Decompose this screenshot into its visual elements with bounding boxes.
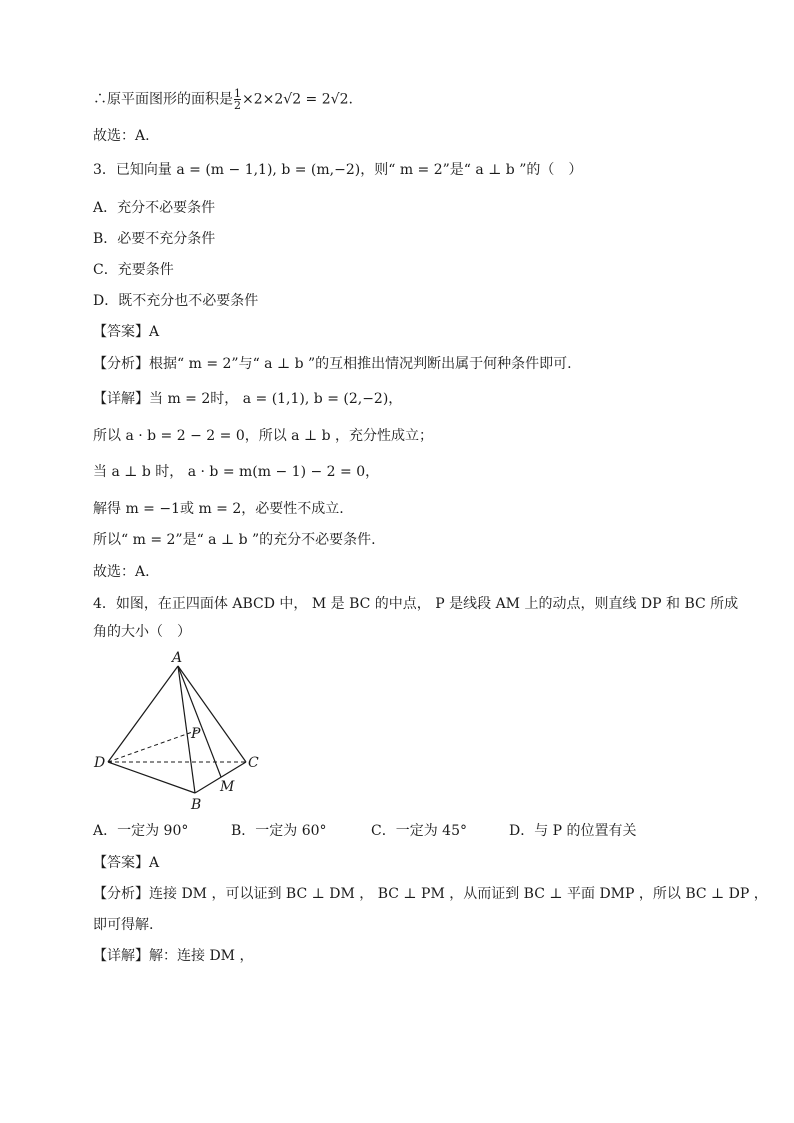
question-3-detail-2: 所以 a · b = 2 − 2 = 0，所以 a ⊥ b ，充分性成立； — [93, 428, 433, 444]
label-m: M — [220, 779, 235, 795]
question-3-choice: 故选：A. — [93, 564, 150, 580]
area-prefix-text: ∴原平面图形的面积是 — [93, 91, 233, 108]
question-4-analysis-1: 【分析】连接 DM ，可以证到 BC ⊥ DM ， BC ⊥ PM ，从而证到 BC ⊥ 平面 DMP ，所以 BC ⊥ DP ， — [93, 886, 768, 902]
question-4-option-a: A．一定为 90° — [93, 823, 189, 839]
question-4-option-b: B．一定为 60° — [231, 823, 327, 839]
edge-am — [178, 666, 221, 777]
edge-db — [108, 762, 195, 793]
question-4-detail: 【详解】解：连接 DM ， — [93, 948, 254, 964]
question-3-answer: 【答案】A — [93, 324, 160, 340]
question-4-stem-1: 4．如图，在正四面体 ABCD 中， M 是 BC 的中点， P 是线段 AM 上的动点，则直线 DP 和 BC 所成 — [93, 596, 739, 612]
area-end-mark: . — [348, 91, 353, 108]
fraction-denominator: 2 — [234, 99, 241, 112]
fraction-one-half — [234, 88, 241, 111]
area-conclusion-line — [93, 88, 353, 111]
question-3-option-c: C．充要条件 — [93, 262, 174, 278]
question-4-answer: 【答案】A — [93, 855, 160, 871]
question-3-detail-3: 当 a ⊥ b 时， a · b = m(m − 1) − 2 = 0， — [93, 464, 380, 480]
tetrahedron-figure — [90, 648, 270, 816]
label-b: B — [191, 797, 202, 813]
question-4-option-c: C．一定为 45° — [371, 823, 467, 839]
question-3-option-b: B．必要不充分条件 — [93, 231, 216, 247]
question-3-analysis: 【分析】根据“ m = 2”与“ a ⊥ b ”的互相推出情况判断出属于何种条件即可. — [93, 356, 572, 372]
question-3-option-a: A．充分不必要条件 — [93, 200, 216, 216]
edge-ac — [178, 666, 246, 762]
question-3-detail-5: 所以“ m = 2”是“ a ⊥ b ”的充分不必要条件. — [93, 532, 376, 548]
question-4-stem-2: 角的大小（ ） — [93, 624, 191, 640]
segment-dp-dashed — [108, 730, 198, 762]
label-a: A — [172, 650, 183, 666]
question-3-option-d: D．既不充分也不必要条件 — [93, 293, 259, 309]
label-p: P — [191, 726, 201, 742]
fraction-numerator: 1 — [234, 87, 241, 100]
label-d: D — [94, 755, 106, 771]
question-4-options-row — [93, 821, 637, 841]
choice-line-1: 故选：A. — [93, 128, 150, 144]
edge-ad — [108, 666, 178, 762]
label-c: C — [248, 755, 259, 771]
question-4-option-d: D．与 P 的位置有关 — [509, 823, 637, 839]
question-3-detail-1: 【详解】当 m = 2时， a = (1,1), b = (2,−2)， — [93, 391, 403, 407]
question-3-detail-4: 解得 m = −1或 m = 2，必要性不成立. — [93, 501, 344, 517]
question-4-analysis-2: 即可得解. — [93, 917, 154, 933]
question-3-stem: 3．已知向量 a = (m − 1,1), b = (m,−2)，则“ m = 2”是“ a ⊥ b ”的（ ） — [93, 162, 583, 178]
area-expression: ×2×2√2 = 2√2 — [242, 91, 349, 108]
